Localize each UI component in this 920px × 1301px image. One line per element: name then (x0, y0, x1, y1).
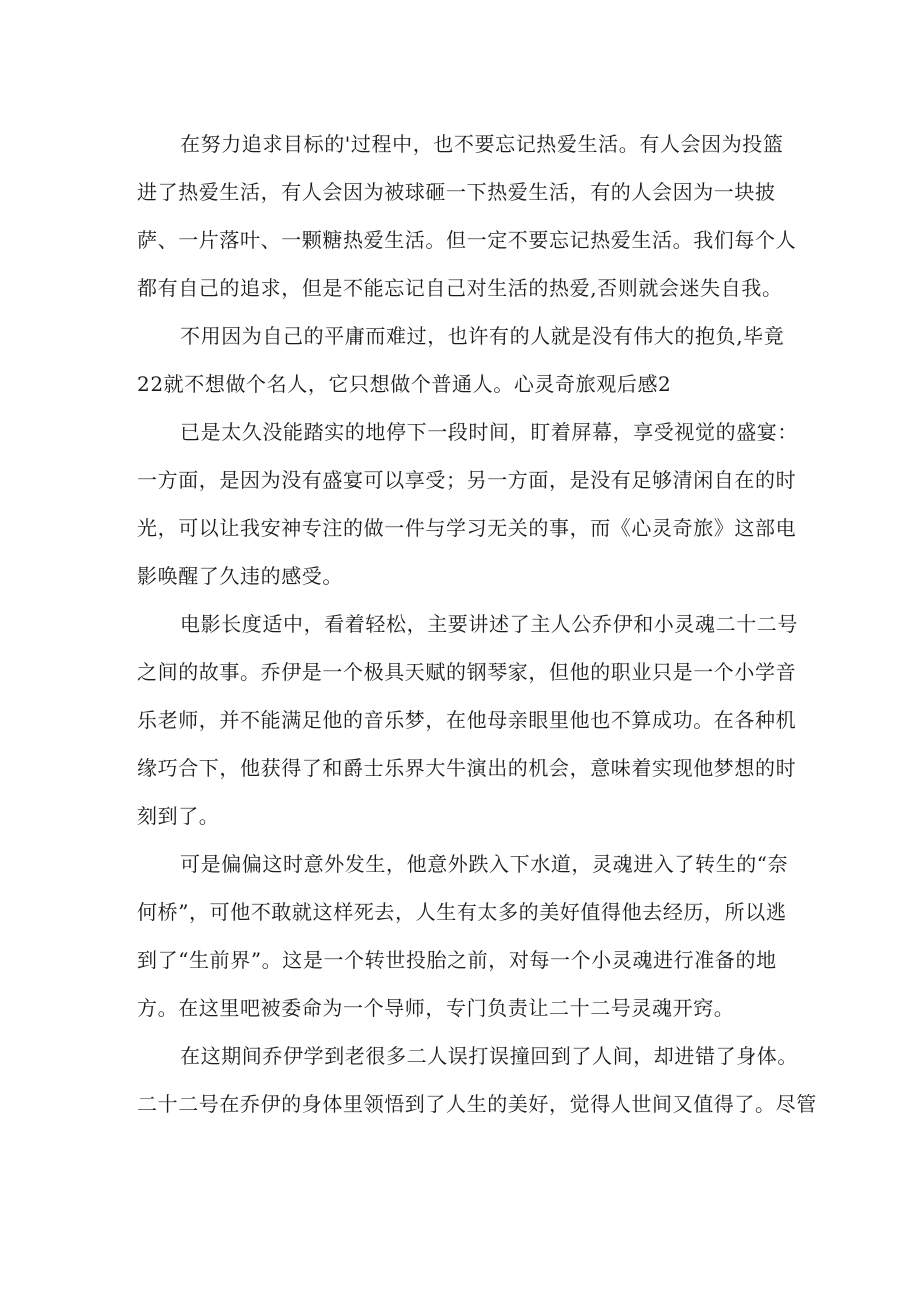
text-line: 在这期间乔伊学到老很多二人误打误撞回到了人间，却进错了身体。 (180, 1044, 798, 1068)
text-line: 影唤醒了久违的感受。 (137, 564, 343, 588)
text-line: 22就不想做个名人，它只想做个普通人。心灵奇旅观后感2 (137, 372, 672, 396)
text-line: 到了“生前界”。这是一个转世投胎之前，对每一个小灵魂进行准备的地 (137, 948, 777, 972)
text-line: 进了热爱生活，有人会因为被球砸一下热爱生活，有的人会因为一块披 (137, 180, 776, 204)
text-line: 一方面，是因为没有盛宴可以享受；另一方面，是没有足够清闲自在的时 (137, 468, 797, 492)
text-line: 乐老师，并不能满足他的音乐梦，在他母亲眼里他也不算成功。在各种机 (137, 708, 797, 732)
text-line: 光，可以让我安神专注的做一件与学习无关的事，而《心灵奇旅》这部电 (137, 516, 797, 540)
text-line: 电影长度适中，看着轻松，主要讲述了主人公乔伊和小灵魂二十二号 (180, 612, 798, 636)
text-line: 何桥”，可他不敢就这样死去，人生有太多的美好值得他去经历，所以逃 (137, 900, 787, 924)
text-line: 可是偏偏这时意外发生，他意外跌入下水道，灵魂进入了转生的“奈 (180, 852, 789, 876)
text-line: 在努力追求目标的'过程中，也不要忘记热爱生活。有人会因为投篮 (180, 132, 784, 156)
text-line: 刻到了。 (137, 804, 220, 828)
text-line: 都有自己的追求，但是不能忘记自己对生活的热爱,否则就会迷失自我。 (137, 276, 783, 300)
text-line: 不用因为自己的平庸而难过，也许有的人就是没有伟大的抱负,毕竟 (180, 324, 785, 348)
text-line: 缘巧合下，他获得了和爵士乐界大牛演出的机会，意味着实现他梦想的时 (137, 756, 797, 780)
text-line: 之间的故事。乔伊是一个极具天赋的钢琴家，但他的职业只是一个小学音 (137, 660, 797, 684)
text-line: 已是太久没能踏实的地停下一段时间，盯着屏幕，享受视觉的盛宴： (180, 420, 798, 444)
text-line: 萨、一片落叶、一颗糖热爱生活。但一定不要忘记热爱生活。我们每个人 (137, 228, 797, 252)
text-line: 二十二号在乔伊的身体里领悟到了人生的美好，觉得人世间又值得了。尽管 (137, 1092, 817, 1116)
text-line: 方。在这里吧被委命为一个导师，专门负责让二十二号灵魂开窍。 (137, 996, 735, 1020)
